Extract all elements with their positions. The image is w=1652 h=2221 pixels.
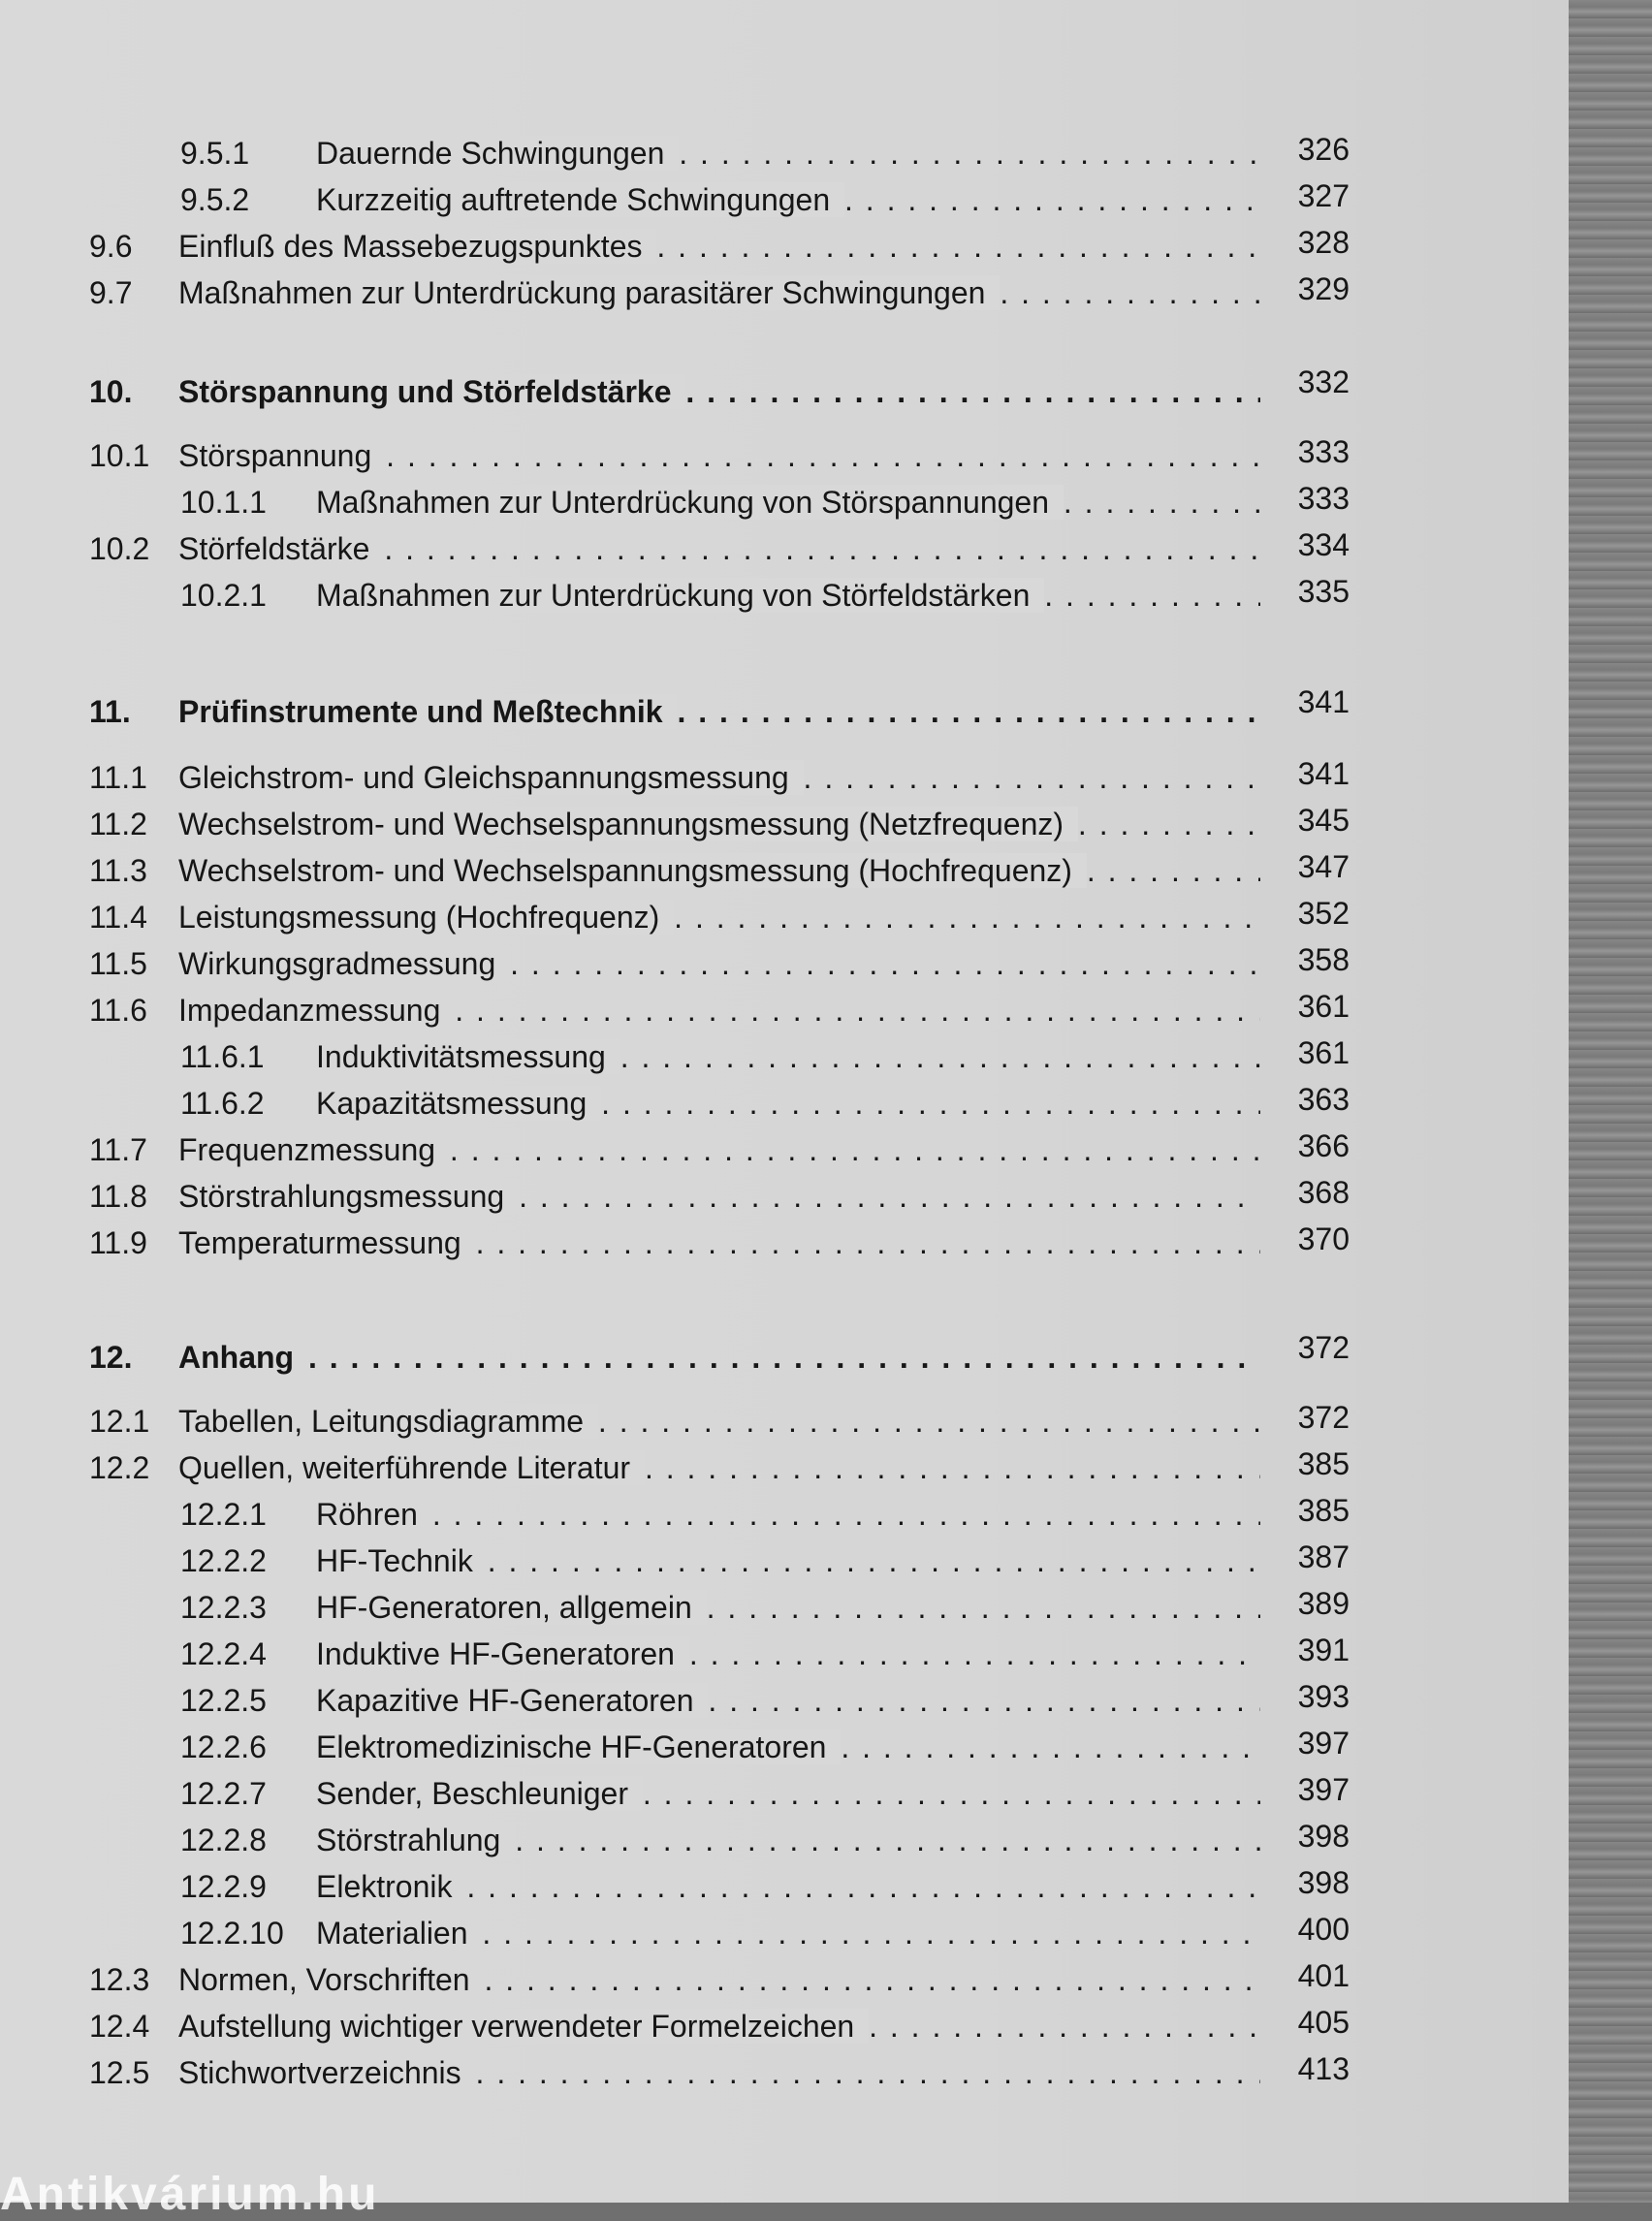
toc-entry bbox=[0, 132, 1569, 178]
toc-entry-title: Störstrahlungsmessung . . . bbox=[178, 1179, 1260, 1215]
toc-entry-title: Materialien . . . bbox=[316, 1916, 1260, 1951]
toc-entry bbox=[0, 1865, 1569, 1912]
toc-entry-title: Dauernde Schwingungen . . . bbox=[316, 136, 1260, 172]
toc-entry-number: 10. bbox=[89, 374, 133, 409]
toc-entry-title: Kurzzeitig auftretende Schwingungen . . . bbox=[316, 182, 1260, 218]
toc-entry bbox=[0, 225, 1569, 271]
toc-entry-page: 391 bbox=[1297, 1633, 1350, 1667]
toc-entry-number: 12.2.1 bbox=[180, 1497, 267, 1532]
toc-entry-number: 12.2.3 bbox=[180, 1590, 267, 1625]
page-edge-background bbox=[1569, 0, 1652, 2203]
toc-entry-title: Störfeldstärke . . . bbox=[178, 531, 1260, 567]
toc-entry-title: Frequenzmessung . . . bbox=[178, 1132, 1260, 1168]
toc-entry-title: Maßnahmen zur Unterdrückung von Störspannungen . . . bbox=[316, 485, 1260, 521]
toc-entry-title: Kapazitive HF-Generatoren . . . bbox=[316, 1683, 1260, 1719]
toc-entry-page: 328 bbox=[1297, 225, 1350, 260]
toc-entry-number: 9.6 bbox=[89, 229, 133, 264]
toc-entry-title: Einfluß des Massebezugspunktes . . . bbox=[178, 229, 1260, 265]
toc-entry-title: Induktive HF-Generatoren . . . bbox=[316, 1636, 1260, 1672]
toc-entry-number: 12.3 bbox=[89, 1962, 150, 1997]
toc-entry-number: 12.1 bbox=[89, 1404, 150, 1439]
toc-entry-page: 327 bbox=[1297, 178, 1350, 213]
toc-entry bbox=[0, 1175, 1569, 1222]
toc-entry-page: 333 bbox=[1297, 481, 1350, 516]
toc-entry-page: 333 bbox=[1297, 434, 1350, 469]
toc-entry-title: HF-Generatoren, allgemein . . . bbox=[316, 1590, 1260, 1626]
toc-entry-page: 361 bbox=[1297, 989, 1350, 1024]
toc-entry-title: Tabellen, Leitungsdiagramme . . . bbox=[178, 1404, 1260, 1440]
toc-entry-page: 335 bbox=[1297, 574, 1350, 609]
toc-entry-title: Störspannung und Störfeldstärke . . . bbox=[178, 374, 1260, 410]
toc-entry bbox=[0, 1330, 1569, 1377]
toc-entry-page: 385 bbox=[1297, 1493, 1350, 1528]
toc-entry-title: Störstrahlung . . . bbox=[316, 1823, 1260, 1858]
toc-entry-title: Kapazitätsmessung . . . bbox=[316, 1086, 1260, 1122]
toc-entry-title: Wirkungsgradmessung . . . bbox=[178, 946, 1260, 982]
toc-entry-page: 326 bbox=[1297, 132, 1350, 167]
toc-entry-page: 341 bbox=[1297, 684, 1350, 719]
toc-entry bbox=[0, 1539, 1569, 1586]
toc-entry-page: 397 bbox=[1297, 1726, 1350, 1761]
toc-entry-title: Normen, Vorschriften . . . bbox=[178, 1962, 1260, 1998]
toc-entry-number: 9.7 bbox=[89, 275, 133, 310]
toc-entry-title: Sender, Beschleuniger . . . bbox=[316, 1776, 1260, 1812]
toc-entry-page: 332 bbox=[1297, 365, 1350, 399]
toc-entry-title: Wechselstrom- und Wechselspannungsmessung (Netzfrequenz) . . . bbox=[178, 807, 1260, 842]
toc-entry-page: 401 bbox=[1297, 1958, 1350, 1993]
toc-entry-page: 361 bbox=[1297, 1035, 1350, 1070]
toc-entry-number: 11.6 bbox=[89, 993, 147, 1028]
toc-entry bbox=[0, 1819, 1569, 1865]
toc-entry-page: 366 bbox=[1297, 1128, 1350, 1163]
toc-entry-page: 405 bbox=[1297, 2005, 1350, 2040]
toc-entry-title: Röhren . . . bbox=[316, 1497, 1260, 1533]
toc-entry-number: 11.7 bbox=[89, 1132, 147, 1167]
toc-entry-number: 10.2.1 bbox=[180, 578, 267, 613]
toc-entry bbox=[0, 1493, 1569, 1539]
toc-entry-number: 12.2.2 bbox=[180, 1543, 267, 1578]
toc-entry bbox=[0, 1586, 1569, 1633]
toc-entry-number: 12.2.9 bbox=[180, 1869, 267, 1904]
watermark-text: Antikvárium.hu bbox=[0, 2169, 380, 2220]
toc-entry bbox=[0, 1633, 1569, 1679]
toc-entry-number: 11. bbox=[89, 694, 131, 729]
toc-entry-number: 11.8 bbox=[89, 1179, 147, 1214]
toc-entry-page: 329 bbox=[1297, 271, 1350, 306]
toc-entry-page: 397 bbox=[1297, 1772, 1350, 1807]
toc-entry bbox=[0, 527, 1569, 574]
toc-entry-number: 11.2 bbox=[89, 807, 147, 841]
toc-entry bbox=[0, 1912, 1569, 1958]
toc-entry-page: 393 bbox=[1297, 1679, 1350, 1714]
toc-entry bbox=[0, 2051, 1569, 2098]
toc-entry-page: 398 bbox=[1297, 1819, 1350, 1854]
toc-entry-page: 400 bbox=[1297, 1912, 1350, 1947]
toc-entry-title: Anhang . . . bbox=[178, 1340, 1260, 1376]
toc-entry-title: Wechselstrom- und Wechselspannungsmessung (Hochfrequenz) . . . bbox=[178, 853, 1260, 889]
toc-entry-number: 9.5.1 bbox=[180, 136, 250, 171]
toc-entry bbox=[0, 365, 1569, 411]
toc-entry-page: 413 bbox=[1297, 2051, 1350, 2086]
toc-entry-page: 368 bbox=[1297, 1175, 1350, 1210]
toc-entry bbox=[0, 1772, 1569, 1819]
toc-entry bbox=[0, 1726, 1569, 1772]
toc-entry-title: Temperaturmessung . . . bbox=[178, 1225, 1260, 1261]
toc-entry bbox=[0, 849, 1569, 896]
toc-entry-page: 385 bbox=[1297, 1446, 1350, 1481]
toc-entry-title: Induktivitätsmessung . . . bbox=[316, 1039, 1260, 1075]
toc-entry-page: 370 bbox=[1297, 1222, 1350, 1256]
toc-entry-number: 12.2.7 bbox=[180, 1776, 267, 1811]
toc-entry-page: 345 bbox=[1297, 803, 1350, 838]
toc-entry-page: 387 bbox=[1297, 1539, 1350, 1574]
toc-entry bbox=[0, 989, 1569, 1035]
toc-entry-number: 12. bbox=[89, 1340, 133, 1375]
toc-entry-number: 12.2 bbox=[89, 1450, 150, 1485]
toc-entry bbox=[0, 756, 1569, 803]
toc-entry bbox=[0, 1222, 1569, 1268]
toc-entry-number: 12.5 bbox=[89, 2055, 150, 2090]
toc-entry-number: 11.3 bbox=[89, 853, 147, 888]
toc-entry-number: 12.2.5 bbox=[180, 1683, 267, 1718]
toc-entry bbox=[0, 1958, 1569, 2005]
toc-entry-title: Stichwortverzeichnis . . . bbox=[178, 2055, 1260, 2091]
toc-entry-number: 12.2.10 bbox=[180, 1916, 284, 1951]
toc-entry-page: 372 bbox=[1297, 1330, 1350, 1365]
toc-entry-page: 372 bbox=[1297, 1400, 1350, 1435]
toc-entry-title: Maßnahmen zur Unterdrückung von Störfeldstärken . . . bbox=[316, 578, 1260, 614]
toc-entry bbox=[0, 1446, 1569, 1493]
toc-entry bbox=[0, 896, 1569, 942]
toc-entry-title: Impedanzmessung . . . bbox=[178, 993, 1260, 1029]
toc-entry-number: 11.1 bbox=[89, 760, 147, 795]
toc-entry-title: Störspannung . . . bbox=[178, 438, 1260, 474]
toc-entry bbox=[0, 1400, 1569, 1446]
toc-entry-title: Quellen, weiterführende Literatur . . . bbox=[178, 1450, 1260, 1486]
toc-entry-number: 10.1.1 bbox=[180, 485, 267, 520]
toc-entry-title: Elektromedizinische HF-Generatoren . . . bbox=[316, 1729, 1260, 1765]
toc-entry-page: 358 bbox=[1297, 942, 1350, 977]
toc-entry-page: 352 bbox=[1297, 896, 1350, 931]
toc-entry-number: 11.5 bbox=[89, 946, 147, 981]
toc-entry-number: 11.6.2 bbox=[180, 1086, 265, 1121]
toc-entry-number: 10.2 bbox=[89, 531, 150, 566]
toc-entry-number: 12.2.6 bbox=[180, 1729, 267, 1764]
toc-entry-number: 11.4 bbox=[89, 900, 147, 935]
toc-entry bbox=[0, 1035, 1569, 1082]
toc-entry-page: 363 bbox=[1297, 1082, 1350, 1117]
toc-entry bbox=[0, 481, 1569, 527]
toc-entry bbox=[0, 684, 1569, 731]
toc-entry-title: Maßnahmen zur Unterdrückung parasitärer Schwingungen . . . bbox=[178, 275, 1260, 311]
toc-entry-title: Aufstellung wichtiger verwendeter Formelzeichen . . . bbox=[178, 2009, 1260, 2045]
toc-entry-number: 9.5.2 bbox=[180, 182, 250, 217]
toc-entry bbox=[0, 1128, 1569, 1175]
toc-entry bbox=[0, 434, 1569, 481]
toc-entry-page: 334 bbox=[1297, 527, 1350, 562]
toc-entry bbox=[0, 574, 1569, 620]
toc-entry-number: 11.9 bbox=[89, 1225, 147, 1260]
toc-entry bbox=[0, 2005, 1569, 2051]
toc-entry-number: 12.4 bbox=[89, 2009, 150, 2044]
toc-entry-number: 12.2.8 bbox=[180, 1823, 267, 1857]
toc-entry-title: Leistungsmessung (Hochfrequenz) . . . bbox=[178, 900, 1260, 936]
toc-entry bbox=[0, 271, 1569, 318]
toc-entry-title: HF-Technik . . . bbox=[316, 1543, 1260, 1579]
toc-entry bbox=[0, 942, 1569, 989]
toc-entry-page: 398 bbox=[1297, 1865, 1350, 1900]
toc-entry-page: 341 bbox=[1297, 756, 1350, 791]
toc-entry bbox=[0, 178, 1569, 225]
toc-entry-number: 12.2.4 bbox=[180, 1636, 267, 1671]
toc-entry-title: Prüfinstrumente und Meßtechnik . . . bbox=[178, 694, 1260, 730]
toc-entry-page: 389 bbox=[1297, 1586, 1350, 1621]
toc-entry bbox=[0, 1082, 1569, 1128]
toc-entry-page: 347 bbox=[1297, 849, 1350, 884]
toc-entry-number: 11.6.1 bbox=[180, 1039, 265, 1074]
toc-entry bbox=[0, 803, 1569, 849]
toc-entry-title: Elektronik . . . bbox=[316, 1869, 1260, 1905]
toc-entry bbox=[0, 1679, 1569, 1726]
toc-entry-title: Gleichstrom- und Gleichspannungsmessung . . . bbox=[178, 760, 1260, 796]
toc-entry-number: 10.1 bbox=[89, 438, 150, 473]
